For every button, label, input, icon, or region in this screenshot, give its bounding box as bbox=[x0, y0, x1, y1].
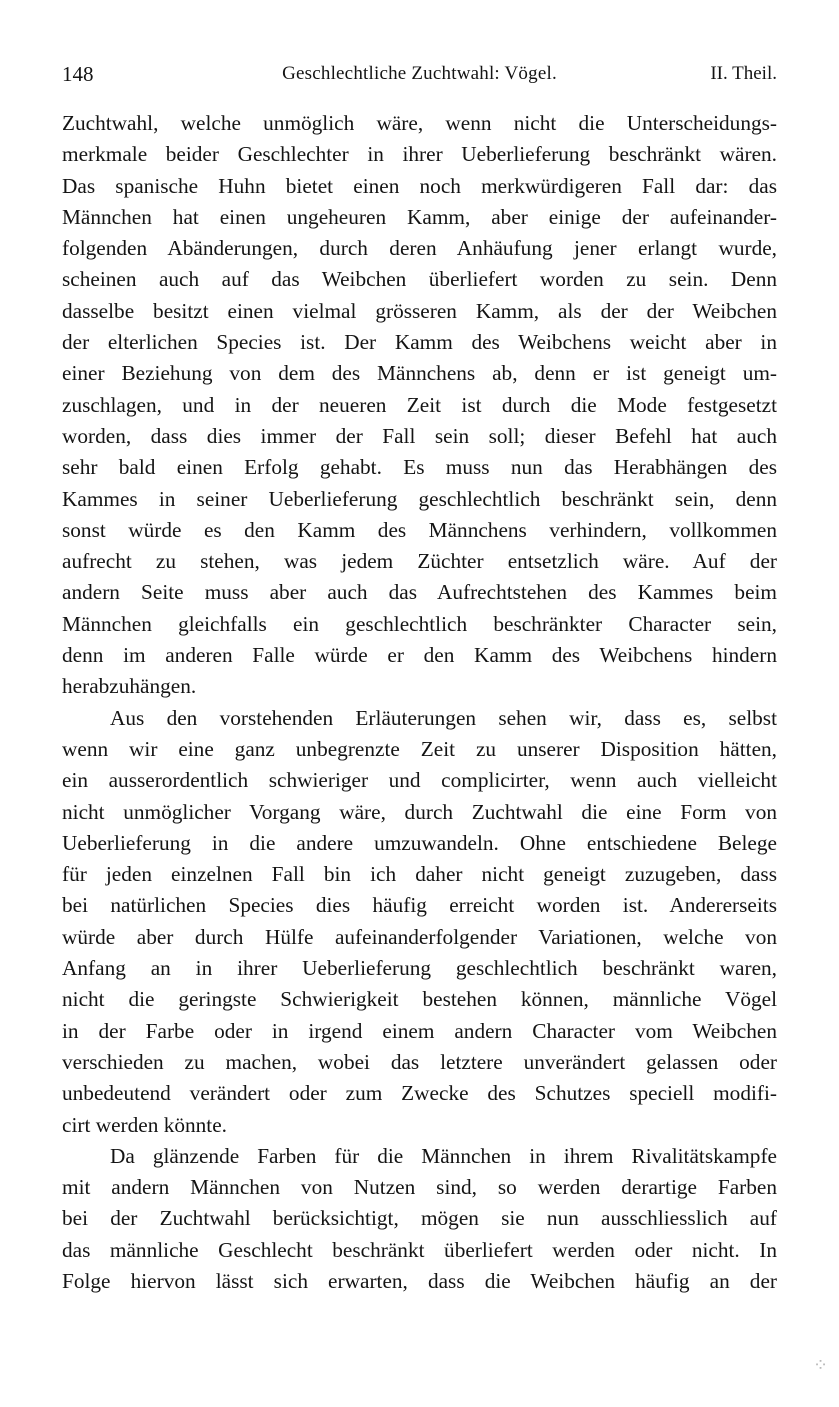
text-line: wenn wir eine ganz unbegrenzte Zeit zu unserer Disposition hätten, bbox=[62, 736, 777, 761]
text-line: das männliche Geschlecht beschränkt überliefert werden oder nicht. In bbox=[62, 1237, 777, 1262]
text-line: sehr bald einen Erfolg gehabt. Es muss nun das Herabhängen des bbox=[62, 455, 777, 480]
scan-speck-mark: ⁘ bbox=[813, 1355, 829, 1375]
text-line: sonst würde es den Kamm des Männchens verhindern, vollkommen bbox=[62, 517, 777, 542]
text-line: denn im anderen Falle würde er den Kamm des Weibchens hindern bbox=[62, 643, 777, 668]
text-line: scheinen auch auf das Weibchen überliefert worden zu sein. Denn bbox=[62, 267, 777, 292]
text-line: ein ausserordentlich schwieriger und complicirter, wenn auch vielleicht bbox=[62, 768, 777, 793]
text-line: andern Seite muss aber auch das Aufrechtstehen des Kammes beim bbox=[62, 580, 777, 605]
text-line: verschieden zu machen, wobei das letztere unverändert gelassen oder bbox=[62, 1049, 777, 1074]
text-line: Zuchtwahl, welche unmöglich wäre, wenn nicht die Unterscheidungs- bbox=[62, 111, 777, 135]
text-line: folgenden Abänderungen, durch deren Anhäufung jener erlangt wurde, bbox=[62, 236, 777, 261]
text-line: einer Beziehung von dem des Männchens ab, denn er ist geneigt um- bbox=[62, 361, 777, 386]
text-line: in der Farbe oder in irgend einem andern Character vom Weibchen bbox=[62, 1018, 777, 1043]
text-line: aufrecht zu stehen, was jedem Züchter entsetzlich wäre. Auf der bbox=[62, 549, 777, 574]
text-line: Anfang an in ihrer Ueberlieferung geschlechtlich beschränkt waren, bbox=[62, 956, 777, 981]
page-number: 148 bbox=[62, 62, 94, 86]
text-line: Männchen gleichfalls ein geschlechtlich beschränkter Character sein, bbox=[62, 611, 777, 636]
text-line: Ueberlieferung in die andere umzuwandeln. Ohne entschiedene Belege bbox=[62, 830, 777, 855]
paragraph-end-line: herabzuhängen. bbox=[62, 674, 197, 699]
paragraph-end-line: cirt werden könnte. bbox=[62, 1112, 227, 1137]
text-line: der elterlichen Species ist. Der Kamm des Weibchens weicht aber in bbox=[62, 330, 777, 355]
running-title: Geschlechtliche Zuchtwahl: Vögel. bbox=[282, 63, 557, 84]
text-line: bei natürlichen Species dies häufig erreicht worden ist. Andererseits bbox=[62, 893, 777, 918]
section-label: II. Theil. bbox=[710, 63, 777, 84]
paragraph-start-line: Aus den vorstehenden Erläuterungen sehen wir, dass es, selbst bbox=[110, 705, 777, 730]
text-line: Kammes in seiner Ueberlieferung geschlechtlich beschränkt sein, denn bbox=[62, 486, 777, 511]
text-line: bei der Zuchtwahl berücksichtigt, mögen sie nun ausschliesslich auf bbox=[62, 1206, 777, 1231]
body-text bbox=[62, 108, 777, 1297]
text-line: nicht unmöglicher Vorgang wäre, durch Zuchtwahl die eine Form von bbox=[62, 799, 777, 824]
text-line: Folge hiervon lässt sich erwarten, dass die Weibchen häufig an der bbox=[62, 1268, 777, 1293]
text-line: merkmale beider Geschlechter in ihrer Ueberlieferung beschränkt wären. bbox=[62, 142, 777, 167]
text-line: nicht die geringste Schwierigkeit bestehen können, männliche Vögel bbox=[62, 987, 777, 1012]
page-header bbox=[62, 60, 777, 88]
text-line: dasselbe besitzt einen vielmal grösseren Kamm, als der der Weibchen bbox=[62, 298, 777, 323]
text-line: Männchen hat einen ungeheuren Kamm, aber einige der aufeinander- bbox=[62, 204, 777, 229]
text-line: worden, dass dies immer der Fall sein soll; dieser Befehl hat auch bbox=[62, 423, 777, 448]
text-line: unbedeutend verändert oder zum Zwecke des Schutzes speciell modifi- bbox=[62, 1081, 777, 1106]
text-line: mit andern Männchen von Nutzen sind, so werden derartige Farben bbox=[62, 1175, 777, 1200]
text-line: Das spanische Huhn bietet einen noch merkwürdigeren Fall dar: das bbox=[62, 173, 777, 198]
paragraph-start-line: Da glänzende Farben für die Männchen in ihrem Rivalitätskampfe bbox=[110, 1143, 777, 1168]
text-line: für jeden einzelnen Fall bin ich daher nicht geneigt zuzugeben, dass bbox=[62, 862, 777, 887]
text-line: zuschlagen, und in der neueren Zeit ist durch die Mode festgesetzt bbox=[62, 392, 777, 417]
text-line: würde aber durch Hülfe aufeinanderfolgender Variationen, welche von bbox=[62, 924, 777, 949]
